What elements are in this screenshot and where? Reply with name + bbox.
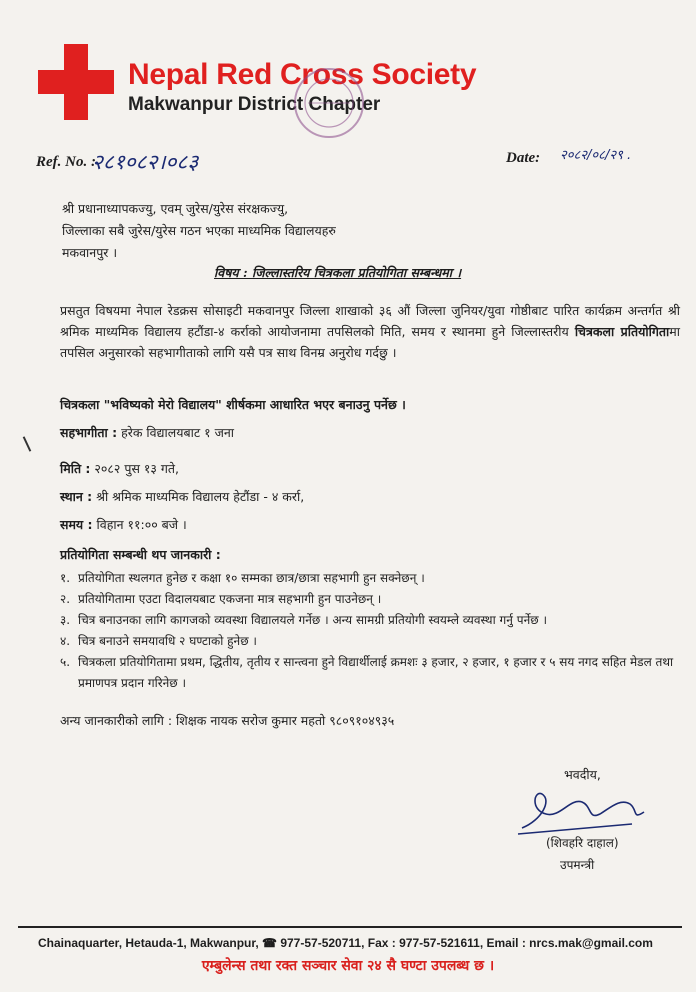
addressee-line-1: श्री प्रधानाध्यापकज्यु, एवम् जुरेस/युरेस संरक्षकज्यु,: [62, 201, 289, 216]
ref-no-value: २८१०८२।०८३: [92, 150, 199, 174]
footer-tagline: एम्बुलेन्स तथा रक्त सञ्चार सेवा २४ सै घण्टा उपलब्ध छ ।: [201, 958, 495, 974]
chapter-name: Makwanpur District Chapter: [128, 94, 381, 115]
time-line: [60, 516, 187, 533]
signatory-name: (शिवहरि दाहाल): [546, 836, 619, 850]
footer-contact: Chainaquarter, Hetauda-1, Makwanpur, ☎ 977-57-520711, Fax : 977-57-521611, Email : nrcs.mak@gmail.com: [38, 936, 653, 950]
rules-list: [60, 568, 690, 694]
theme-line: चित्रकला "भविष्यको मेरो विद्यालय" शीर्षकमा आधारित भएर बनाउनु पर्नेछ ।: [60, 397, 406, 412]
signature-closing: भवदीय,: [564, 767, 601, 782]
participation-line: [60, 424, 234, 441]
date-label: Date:: [506, 150, 541, 166]
signatory-title: उपमन्त्री: [560, 858, 595, 872]
subject-line: विषय : जिल्लास्तरिय चित्रकला प्रतियोगिता सम्बन्धमा ।: [214, 265, 462, 280]
organization-name: Nepal Red Cross Society: [128, 58, 477, 91]
office-stamp-icon: [292, 66, 366, 140]
venue-label: स्थान :: [60, 489, 93, 504]
date-value: २०८२/०८/२९ .: [560, 148, 632, 163]
event-date-line: [60, 460, 179, 477]
ref-no-label: Ref. No. :: [36, 154, 96, 170]
event-date-value: २०८२ पुस १३ गते,: [94, 461, 180, 476]
more-info-heading: प्रतियोगिता सम्बन्धी थप जानकारी :: [60, 547, 221, 562]
event-date-label: मिति :: [60, 461, 91, 476]
list-item: १. प्रतियोगिता स्थलगत हुनेछ र कक्षा १० सम्मका छात्र/छात्रा सहभागी हुन सक्नेछन् ।: [60, 571, 425, 585]
time-label: समय :: [60, 517, 93, 532]
addressee-line-3: मकवानपुर ।: [62, 245, 118, 260]
time-value: विहान ११:०० बजे ।: [96, 517, 187, 532]
participation-label: सहभागीता :: [60, 425, 118, 440]
handwritten-signature-icon: [512, 780, 662, 840]
signature-block: [508, 760, 668, 880]
list-item: ४. चित्र बनाउने समयावधि २ घण्टाको हुनेछ ।: [60, 634, 257, 648]
margin-mark: [23, 436, 32, 451]
red-cross-logo-icon: [38, 44, 114, 120]
list-item: २. प्रतियोगितामा एउटा विदालयबाट एकजना मात्र सहभागी हुन पाउनेछन् ।: [60, 592, 382, 606]
intro-text-end: मा तपसिल अनुसारको सहभागीताको लागि यसै पत्र साथ विनम्र अनुरोध गर्दछु ।: [60, 324, 680, 360]
addressee-line-2: जिल्लाका सबै जुरेस/युरेस गठन भएका माध्यमिक विद्यालयहरु: [62, 223, 336, 238]
intro-text-highlight: चित्रकला प्रतियोगिता: [574, 324, 670, 339]
list-item: ३. चित्र बनाउनका लागि कागजको व्यवस्था विद्यालयले गर्नेछ । अन्य सामग्री प्रतियोगी स्वयम्ले व्यवस्था गर्नु पर्नेछ ।: [60, 613, 547, 627]
list-item: ५. चित्रकला प्रतियोगितामा प्रथम, द्धितीय, तृतीय र सान्त्वना हुने विद्यार्थीलाई क्रमशः ३ हजार, २ हजार, १ हजार र ५ सय नगद सहित मेडल तथा प्रमाणपत्र प्रदान गरिनेछ ।: [60, 655, 674, 690]
intro-paragraph: [60, 300, 680, 363]
participation-value: हरेक विद्यालयबाट १ जना: [121, 425, 235, 440]
venue-line: [60, 488, 304, 505]
intro-text-start: प्रसतुत विषयमा नेपाल रेडक्रस सोसाइटी मकवानपुर जिल्ला शाखाको ३६ औं जिल्ला जुनियर/युवा गोष्ठीबाट पारित कार्यक्रम अन्तर्गत श्री श्रमिक माध्यमिक विद्यालय हटौंडा-४ कर्राको आयोजनामा तपसिलको मिति, समय र स्थानमा हुने जिल्लास्तरीय: [60, 303, 680, 339]
contact-line: अन्य जानकारीको लागि : शिक्षक नायक सरोज कुमार महतो ९८०९१०४९३५: [60, 713, 395, 728]
footer-divider: [18, 926, 682, 928]
venue-value: श्री श्रमिक माध्यमिक विद्यालय हेटौंडा - ४ कर्रा,: [96, 489, 305, 504]
